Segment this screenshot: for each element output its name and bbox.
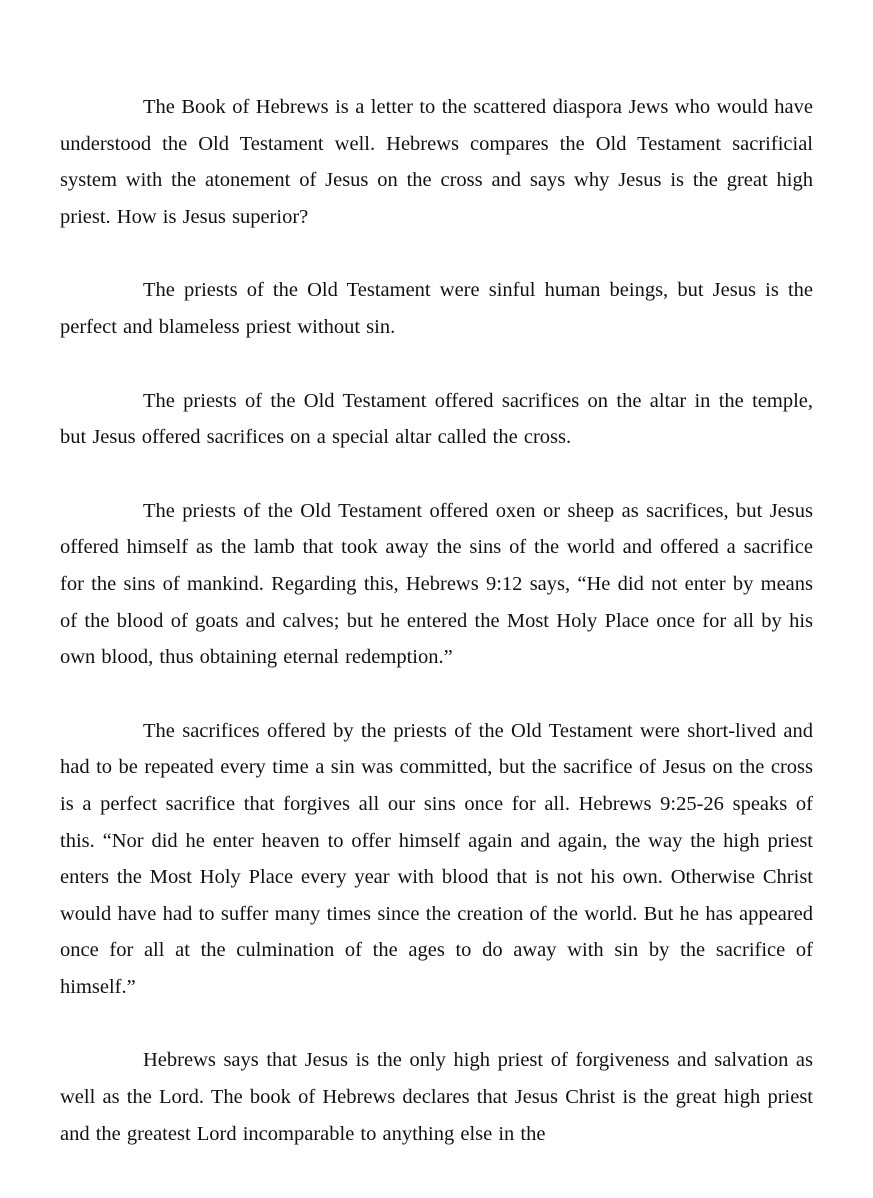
paragraph-3: The priests of the Old Testament offered sacrifices on the altar in the temple, but Jesus offered sacrifices on a special altar called the cross. <box>60 389 813 449</box>
paragraph-2: The priests of the Old Testament were sinful human beings, but Jesus is the perfect and blameless priest without sin. <box>60 279 813 338</box>
paragraph-4: The priests of the Old Testament offered oxen or sheep as sacrifices, but Jesus offered himself as the lamb that took away the sins of the world and offered a sacrifice for the sins of mankind. Regarding this, Hebrews 9:12 says, “He did not enter by means of the blood of goats and calves; but he entered the Most Holy Place once for all by his own blood, thus obtaining eternal redemption.” <box>60 499 813 669</box>
paragraph-5: The sacrifices offered by the priests of the Old Testament were short-lived and had to be repeated every time a sin was committed, but the sacrifice of Jesus on the cross is a perfect sacrifice that forgives all our sins once for all. Hebrews 9:25-26 speaks of this. “Nor did he enter heaven to offer himself again and again, the way the high priest enters the Most Holy Place every year with blood that is not his own. Otherwise Christ would have had to suffer many times since the creation of the world. But he has appeared once for all at the culmination of the ages to do away with sin by the sacrifice of himself.” <box>60 719 813 998</box>
paragraph-1: The Book of Hebrews is a letter to the scattered diaspora Jews who would have understood the Old Testament well. Hebrews compares the Old Testament sacrificial system with the atonement of Jesus on the cross and says why Jesus is the great high priest. How is Jesus superior? <box>60 96 813 228</box>
paragraph-6: Hebrews says that Jesus is the only high priest of forgiveness and salvation as well as the Lord. The book of Hebrews declares that Jesus Christ is the great high priest and the greatest Lord incomparable to anything else in the <box>60 1049 813 1145</box>
document-body <box>60 89 813 1189</box>
